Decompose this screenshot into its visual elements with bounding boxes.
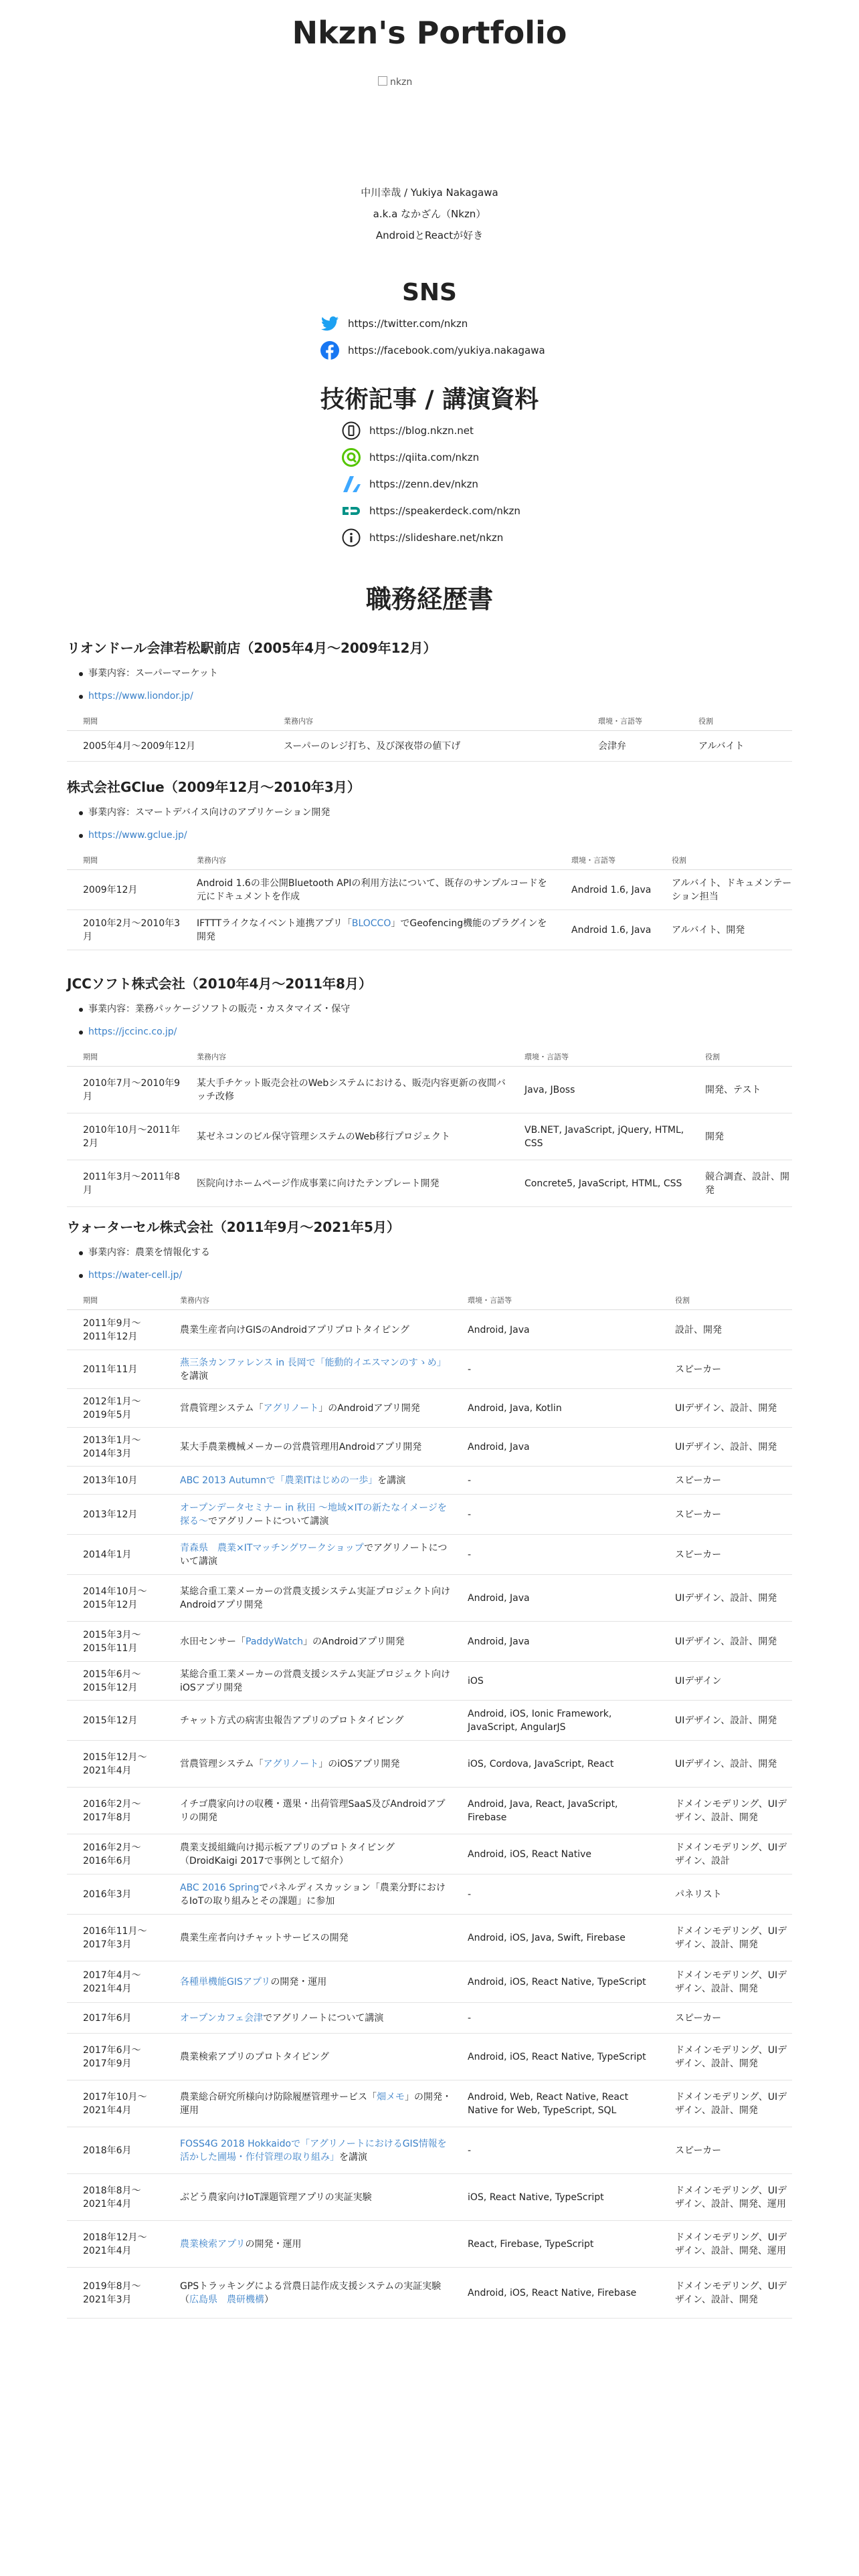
cell-role: ドメインモデリング、UIデザイン、設計、開発、運用 — [659, 2174, 792, 2221]
header-env: 環境・言語等 — [582, 712, 682, 731]
sns-link-text: https://twitter.com/nkzn — [348, 318, 468, 330]
cell-env: Android, Java — [452, 1310, 659, 1350]
company-url-link[interactable]: https://jccinc.co.jp/ — [88, 1027, 177, 1037]
cell-period: 2018年8月〜2021年4月 — [67, 2174, 164, 2221]
cell-env: Android, Java — [452, 1428, 659, 1467]
cell-env: Android, iOS, React Native — [452, 1834, 659, 1874]
cell-env: Android, iOS, React Native, TypeScript — [452, 2034, 659, 2080]
work-text: でアグリノートについて講演 — [208, 1515, 329, 1527]
tech-link-slideshare[interactable] — [341, 524, 529, 551]
cell-period: 2017年4月〜2021年4月 — [67, 1961, 164, 2003]
header-period: 期間 — [67, 1291, 164, 1310]
table-row — [67, 910, 792, 950]
cell-env: Concrete5, JavaScript, HTML, CSS — [508, 1160, 689, 1207]
cell-role: UIデザイン、設計、開発 — [659, 1575, 792, 1622]
profile-likes: AndroidとReactが好き — [375, 229, 484, 241]
cell-role: ドメインモデリング、UIデザイン、設計 — [659, 1834, 792, 1874]
table-row — [67, 1067, 792, 1113]
header-role: 役割 — [656, 851, 792, 870]
career-table-head — [67, 851, 792, 870]
table-row — [67, 1915, 792, 1961]
tech-link-speakerdeck[interactable] — [341, 498, 529, 524]
work-link[interactable]: ABC 2013 Autumnで「農業ITはじめの一歩」 — [180, 1475, 378, 1486]
cell-work — [164, 1961, 452, 2003]
company-url-link[interactable]: https://www.liondor.jp/ — [88, 691, 193, 702]
table-row — [67, 2221, 792, 2268]
avatar-broken-image — [378, 76, 412, 88]
cell-period: 2015年3月〜2015年11月 — [67, 1622, 164, 1662]
twitter-icon — [320, 314, 340, 334]
cell-role: ドメインモデリング、UIデザイン、設計、開発 — [659, 2034, 792, 2080]
cell-period: 2017年6月〜2017年9月 — [67, 2034, 164, 2080]
table-row — [67, 1113, 792, 1160]
work-text: 」の開発・運用 — [180, 2091, 452, 2116]
tech-link-text: https://zenn.dev/nkzn — [369, 478, 478, 490]
header-env: 環境・言語等 — [508, 1047, 689, 1067]
tech-link-text: https://qiita.com/nkzn — [369, 451, 480, 463]
career-table-head — [67, 1047, 792, 1067]
cell-env: - — [452, 2003, 659, 2034]
cell-role: UIデザイン — [659, 1662, 792, 1701]
table-row — [67, 1575, 792, 1622]
cell-work: 某総合重工業メーカーの営農支援システム実証プロジェクト向けAndroidアプリ開発 — [164, 1575, 452, 1622]
cell-env: Android, Java — [452, 1575, 659, 1622]
work-text: を講演 — [377, 1475, 406, 1486]
cell-period: 2011年3月〜2011年8月 — [67, 1160, 181, 1207]
career-table-header-row — [67, 712, 792, 731]
facebook-icon — [320, 340, 340, 360]
work-text: GPSトラッキングによる営農日誌作成支援システムの実証実験（ — [180, 2280, 442, 2305]
profile-name: 中川幸哉 / Yukiya Nakagawa — [361, 187, 498, 199]
table-row — [67, 1160, 792, 1207]
header-role: 役割 — [659, 1291, 792, 1310]
sns-list — [320, 310, 547, 364]
cell-role: スピーカー — [659, 1350, 792, 1389]
work-text: ） — [264, 2294, 274, 2305]
cell-role: スピーカー — [659, 2127, 792, 2174]
cell-period: 2016年11月〜2017年3月 — [67, 1915, 164, 1961]
page-title: Nkzn's Portfolio — [292, 15, 567, 51]
company-url-link[interactable]: https://www.gclue.jp/ — [88, 830, 187, 841]
table-row — [67, 1622, 792, 1662]
career-table-header-row — [67, 1291, 792, 1310]
cell-period: 2014年1月 — [67, 1535, 164, 1575]
cell-env: - — [452, 1535, 659, 1575]
cell-period: 2017年6月 — [67, 2003, 164, 2034]
table-row — [67, 1467, 792, 1495]
table-row — [67, 1428, 792, 1467]
cell-work: 医院向けホームページ作成事業に向けたテンプレート開発 — [181, 1160, 508, 1207]
cell-env: - — [452, 1874, 659, 1915]
cell-role: スピーカー — [659, 1535, 792, 1575]
tech-list — [341, 417, 529, 551]
table-row — [67, 1874, 792, 1915]
cell-period: 2011年9月〜2011年12月 — [67, 1310, 164, 1350]
cell-work — [164, 1495, 452, 1535]
tech-link-text: https://blog.nkzn.net — [369, 425, 474, 437]
zenn-icon — [341, 474, 361, 494]
work-link[interactable]: オープンカフェ会津 — [180, 2012, 264, 2024]
cell-work — [164, 2080, 452, 2127]
header-env: 環境・言語等 — [452, 1291, 659, 1310]
cell-role: 開発、テスト — [689, 1067, 792, 1113]
cell-period: 2010年7月〜2010年9月 — [67, 1067, 181, 1113]
cell-role: 設計、開発 — [659, 1310, 792, 1350]
header-role: 役割 — [682, 712, 792, 731]
company-name: ウォーターセル株式会社（2011年9月〜2021年5月） — [67, 1219, 400, 1235]
work-link[interactable]: アグリノート — [263, 1402, 319, 1414]
table-row — [67, 2080, 792, 2127]
company-name: JCCソフト株式会社（2010年4月〜2011年8月） — [67, 976, 372, 992]
work-text: 営農管理システム「 — [180, 1402, 264, 1414]
cell-env: Android, iOS, React Native, Firebase — [452, 2268, 659, 2319]
cell-role: UIデザイン、設計、開発 — [659, 1622, 792, 1662]
company-url-link[interactable]: https://water-cell.jp/ — [88, 1270, 183, 1281]
cell-work: 農業生産者向けチャットサービスの開発 — [164, 1915, 452, 1961]
cell-work — [164, 1350, 452, 1389]
sns-link-facebook[interactable] — [320, 337, 547, 364]
cell-role: UIデザイン、設計、開発 — [659, 1389, 792, 1428]
work-text: を講演 — [180, 1370, 208, 1382]
cell-env: iOS, Cordova, JavaScript, React — [452, 1741, 659, 1788]
cell-role: アルバイト、開発 — [656, 910, 792, 950]
company-summary: 事業内容：業務パッケージソフトの販売・カスタマイズ・保守 — [79, 998, 792, 1021]
cell-period: 2015年6月〜2015年12月 — [67, 1662, 164, 1701]
work-link[interactable]: BLOCCO — [351, 918, 391, 929]
cell-role: アルバイト — [682, 731, 792, 762]
qiita-icon — [341, 447, 361, 467]
cell-env: Android 1.6, Java — [555, 910, 656, 950]
cell-role: UIデザイン、設計、開発 — [659, 1741, 792, 1788]
header-env: 環境・言語等 — [555, 851, 656, 870]
cell-role: 開発 — [689, 1113, 792, 1160]
broken-image-icon — [378, 76, 387, 86]
profile-alias: a.k.a なかざん（Nkzn） — [373, 208, 486, 220]
cell-period: 2005年4月〜2009年12月 — [67, 731, 268, 762]
cell-period: 2016年3月 — [67, 1874, 164, 1915]
table-row — [67, 2003, 792, 2034]
profile — [0, 182, 859, 246]
cell-work: 某大手チケット販売会社のWebシステムにおける、販売内容更新の夜間バッチ改修 — [181, 1067, 508, 1113]
work-text: IFTTTライクなイベント連携アプリ「 — [197, 918, 352, 929]
work-link[interactable]: オープンデータセミナー in 秋田 〜地域×ITの新たなイメージを探る〜 — [180, 1502, 447, 1527]
work-text: 水田センサー「 — [180, 1636, 246, 1647]
tech-heading: 技術記事 / 講演資料 — [320, 386, 539, 413]
cell-period: 2010年2月〜2010年3月 — [67, 910, 181, 950]
work-text: 」のiOSアプリ開発 — [318, 1758, 400, 1769]
blog-icon — [341, 421, 361, 441]
avatar-alt-text: nkzn — [390, 77, 413, 88]
tech-link-qiita[interactable] — [341, 444, 529, 471]
cell-env: iOS — [452, 1662, 659, 1701]
work-link[interactable]: ABC 2016 Spring — [180, 1882, 260, 1893]
cell-env: Android, Java, Kotlin — [452, 1389, 659, 1428]
career-table — [67, 851, 792, 950]
company-section — [67, 634, 792, 762]
cell-env: - — [452, 2127, 659, 2174]
cell-period: 2018年6月 — [67, 2127, 164, 2174]
cell-work: 某ゼネコンのビル保守管理システムのWeb移行プロジェクト — [181, 1113, 508, 1160]
cell-env: Android, Web, React Native, React Native for Web, TypeScript, SQL — [452, 2080, 659, 2127]
cell-period: 2014年10月〜2015年12月 — [67, 1575, 164, 1622]
cell-period: 2013年12月 — [67, 1495, 164, 1535]
work-text: 営農管理システム「 — [180, 1758, 264, 1769]
table-row — [67, 1350, 792, 1389]
cell-period: 2017年10月〜2021年4月 — [67, 2080, 164, 2127]
work-link[interactable]: PaddyWatch — [246, 1636, 304, 1647]
cell-period: 2010年10月〜2011年2月 — [67, 1113, 181, 1160]
table-row — [67, 1495, 792, 1535]
work-text: でアグリノートについて講演 — [263, 2012, 384, 2024]
header-period: 期間 — [67, 1047, 181, 1067]
cell-env: - — [452, 1495, 659, 1535]
cell-work: Android 1.6の非公開Bluetooth APIの利用方法について、既存のサンプルコードを元にドキュメントを作成 — [181, 870, 555, 910]
cell-role: ドメインモデリング、UIデザイン、設計、開発 — [659, 2080, 792, 2127]
career-table-head — [67, 712, 792, 731]
cell-period: 2016年2月〜2017年8月 — [67, 1788, 164, 1834]
sns-link-twitter[interactable] — [320, 310, 547, 337]
cell-work — [164, 2268, 452, 2319]
cell-work: スーパーのレジ打ち、及び深夜帯の値下げ — [268, 731, 582, 762]
work-text: でパネルディスカッション「農業分野におけるIoTの取り組みとその課題」に参加 — [180, 1882, 446, 1907]
work-link[interactable]: アグリノート — [263, 1758, 319, 1769]
cell-env: Android 1.6, Java — [555, 870, 656, 910]
table-row — [67, 1701, 792, 1741]
cell-period: 2011年11月 — [67, 1350, 164, 1389]
cell-role: ドメインモデリング、UIデザイン、設計、開発 — [659, 1915, 792, 1961]
cell-period: 2009年12月 — [67, 870, 181, 910]
work-text: でアグリノートについて講演 — [180, 1542, 448, 1567]
speakerdeck-icon — [341, 501, 361, 521]
sns-heading: SNS — [402, 279, 457, 306]
cell-period: 2015年12月〜2021年4月 — [67, 1741, 164, 1788]
cell-role: パネリスト — [659, 1874, 792, 1915]
work-link[interactable]: 農業検索アプリ — [180, 2238, 246, 2250]
cell-env: Android, iOS, Ionic Framework, JavaScript, AngularJS — [452, 1701, 659, 1741]
cv-heading: 職務経歴書 — [365, 584, 493, 614]
avatar — [378, 76, 505, 177]
cell-work: 某総合重工業メーカーの営農支援システム実証プロジェクト向けiOSアプリ開発 — [164, 1662, 452, 1701]
header-work: 業務内容 — [268, 712, 582, 731]
cell-period: 2013年10月 — [67, 1467, 164, 1495]
cell-env: Android, iOS, React Native, TypeScript — [452, 1961, 659, 2003]
table-row — [67, 2127, 792, 2174]
company-info-list — [67, 801, 792, 847]
company-info-list — [67, 662, 792, 708]
header-work: 業務内容 — [164, 1291, 452, 1310]
header-work: 業務内容 — [181, 1047, 508, 1067]
header-period: 期間 — [67, 712, 268, 731]
career-table — [67, 712, 792, 762]
cell-env: 会津弁 — [582, 731, 682, 762]
cell-env: - — [452, 1350, 659, 1389]
cell-env: iOS, React Native, TypeScript — [452, 2174, 659, 2221]
cell-work: イチゴ農家向けの収穫・選果・出荷管理SaaS及びAndroidアプリの開発 — [164, 1788, 452, 1834]
table-row — [67, 1662, 792, 1701]
table-row — [67, 2268, 792, 2319]
cell-role: ドメインモデリング、UIデザイン、設計、開発 — [659, 2268, 792, 2319]
cell-period: 2013年1月〜2014年3月 — [67, 1428, 164, 1467]
company-url-item — [79, 824, 792, 847]
cell-role: UIデザイン、設計、開発 — [659, 1428, 792, 1467]
work-text: を講演 — [339, 2151, 367, 2163]
cell-work: 農業検索アプリのプロトタイピング — [164, 2034, 452, 2080]
work-link[interactable]: 燕三条カンファレンス in 長岡で「能動的イエスマンのすゝめ」 — [180, 1357, 446, 1368]
table-row — [67, 1310, 792, 1350]
cell-work — [181, 910, 555, 950]
tech-link-text: https://slideshare.net/nkzn — [369, 532, 504, 544]
table-row — [67, 731, 792, 762]
cell-role: ドメインモデリング、UIデザイン、設計、開発 — [659, 1961, 792, 2003]
work-text: の開発・運用 — [270, 1976, 327, 1988]
company-url-item — [79, 1021, 792, 1043]
work-link[interactable]: 各種単機能GISアプリ — [180, 1976, 271, 1988]
cell-work: チャット方式の病害虫報告アプリのプロトタイピング — [164, 1701, 452, 1741]
cell-role: スピーカー — [659, 1467, 792, 1495]
table-row — [67, 2034, 792, 2080]
cell-role: アルバイト、ドキュメンテーション担当 — [656, 870, 792, 910]
company-url-item — [79, 685, 792, 708]
cell-env: Android, Java — [452, 1622, 659, 1662]
company-summary: 事業内容：スマートデバイス向けのアプリケーション開発 — [79, 801, 792, 824]
table-row — [67, 1961, 792, 2003]
company-section — [67, 1213, 792, 2319]
work-link[interactable]: 青森県 農業×ITマッチングワークショップ — [180, 1542, 365, 1553]
header-period: 期間 — [67, 851, 181, 870]
cell-env: VB.NET, JavaScript, jQuery, HTML, CSS — [508, 1113, 689, 1160]
career-table — [67, 1291, 792, 2319]
company-url-item — [79, 1264, 792, 1287]
table-row — [67, 1741, 792, 1788]
cell-work: ぶどう農家向けIoT課題管理アプリの実証実験 — [164, 2174, 452, 2221]
cell-role: スピーカー — [659, 2003, 792, 2034]
cell-role: ドメインモデリング、UIデザイン、設計、開発 — [659, 1788, 792, 1834]
table-row — [67, 870, 792, 910]
cell-work — [164, 2221, 452, 2268]
cell-work: 某大手農業機械メーカーの営農管理用Androidアプリ開発 — [164, 1428, 452, 1467]
cell-work — [164, 1389, 452, 1428]
cell-work — [164, 1467, 452, 1495]
cell-work — [164, 1741, 452, 1788]
sns-link-text: https://facebook.com/yukiya.nakagawa — [348, 344, 545, 356]
career-table-head — [67, 1291, 792, 1310]
tech-link-blog[interactable] — [341, 417, 529, 444]
table-row — [67, 2174, 792, 2221]
company-name: リオンドール会津若松駅前店（2005年4月〜2009年12月） — [67, 640, 437, 656]
work-text: 」でGeofencing機能のプラグインを開発 — [197, 918, 547, 942]
cell-period: 2019年8月〜2021年3月 — [67, 2268, 164, 2319]
career-table-header-row — [67, 851, 792, 870]
cell-work — [164, 2127, 452, 2174]
cell-env: - — [452, 1467, 659, 1495]
work-text: 」のAndroidアプリ開発 — [303, 1636, 405, 1647]
slideshare-icon — [341, 528, 361, 548]
company-name: 株式会社GClue（2009年12月〜2010年3月） — [67, 779, 361, 795]
table-row — [67, 1788, 792, 1834]
cell-env: React, Firebase, TypeScript — [452, 2221, 659, 2268]
cell-env: Android, iOS, Java, Swift, Firebase — [452, 1915, 659, 1961]
tech-link-text: https://speakerdeck.com/nkzn — [369, 505, 520, 517]
work-link[interactable]: FOSS4G 2018 Hokkaidoで「アグリノートにおけるGIS情報を活かした圃場・作付管理の取り組み」 — [180, 2138, 447, 2163]
company-info-list — [67, 1241, 792, 1287]
cell-work — [164, 2003, 452, 2034]
company-info-list — [67, 998, 792, 1043]
cell-env: Android, Java, React, JavaScript, Firebase — [452, 1788, 659, 1834]
career-table-header-row — [67, 1047, 792, 1067]
career-table — [67, 1047, 792, 1207]
cell-role: ドメインモデリング、UIデザイン、設計、開発、運用 — [659, 2221, 792, 2268]
cell-work — [164, 1622, 452, 1662]
work-text: 」のAndroidアプリ開発 — [318, 1402, 420, 1414]
cell-work: 農業支援組織向け掲示板アプリのプロトタイピング（DroidKaigi 2017で事例として紹介） — [164, 1834, 452, 1874]
table-row — [67, 1535, 792, 1575]
work-text: の開発・運用 — [245, 2238, 302, 2250]
cell-role: UIデザイン、設計、開発 — [659, 1701, 792, 1741]
header-role: 役割 — [689, 1047, 792, 1067]
company-section — [67, 773, 792, 950]
cell-work — [164, 1535, 452, 1575]
table-row — [67, 1834, 792, 1874]
cell-period: 2012年1月〜2019年5月 — [67, 1389, 164, 1428]
work-link[interactable]: 畑メモ — [377, 2091, 405, 2103]
cell-work: 農業生産者向けGISのAndroidアプリプロトタイピング — [164, 1310, 452, 1350]
company-summary: 事業内容：スーパーマーケット — [79, 662, 792, 685]
company-section — [67, 970, 792, 1207]
cell-role: スピーカー — [659, 1495, 792, 1535]
work-link[interactable]: 広島県 農研機構 — [189, 2294, 264, 2305]
cell-period: 2015年12月 — [67, 1701, 164, 1741]
cell-period: 2018年12月〜2021年4月 — [67, 2221, 164, 2268]
cell-work — [164, 1874, 452, 1915]
header-work: 業務内容 — [181, 851, 555, 870]
table-row — [67, 1389, 792, 1428]
company-summary: 事業内容：農業を情報化する — [79, 1241, 792, 1264]
cell-env: Java, JBoss — [508, 1067, 689, 1113]
tech-link-zenn[interactable] — [341, 471, 529, 498]
cell-role: 競合調査、設計、開発 — [689, 1160, 792, 1207]
cell-period: 2016年2月〜2016年6月 — [67, 1834, 164, 1874]
work-text: 農業総合研究所様向け防除履歴管理サービス「 — [180, 2091, 377, 2103]
